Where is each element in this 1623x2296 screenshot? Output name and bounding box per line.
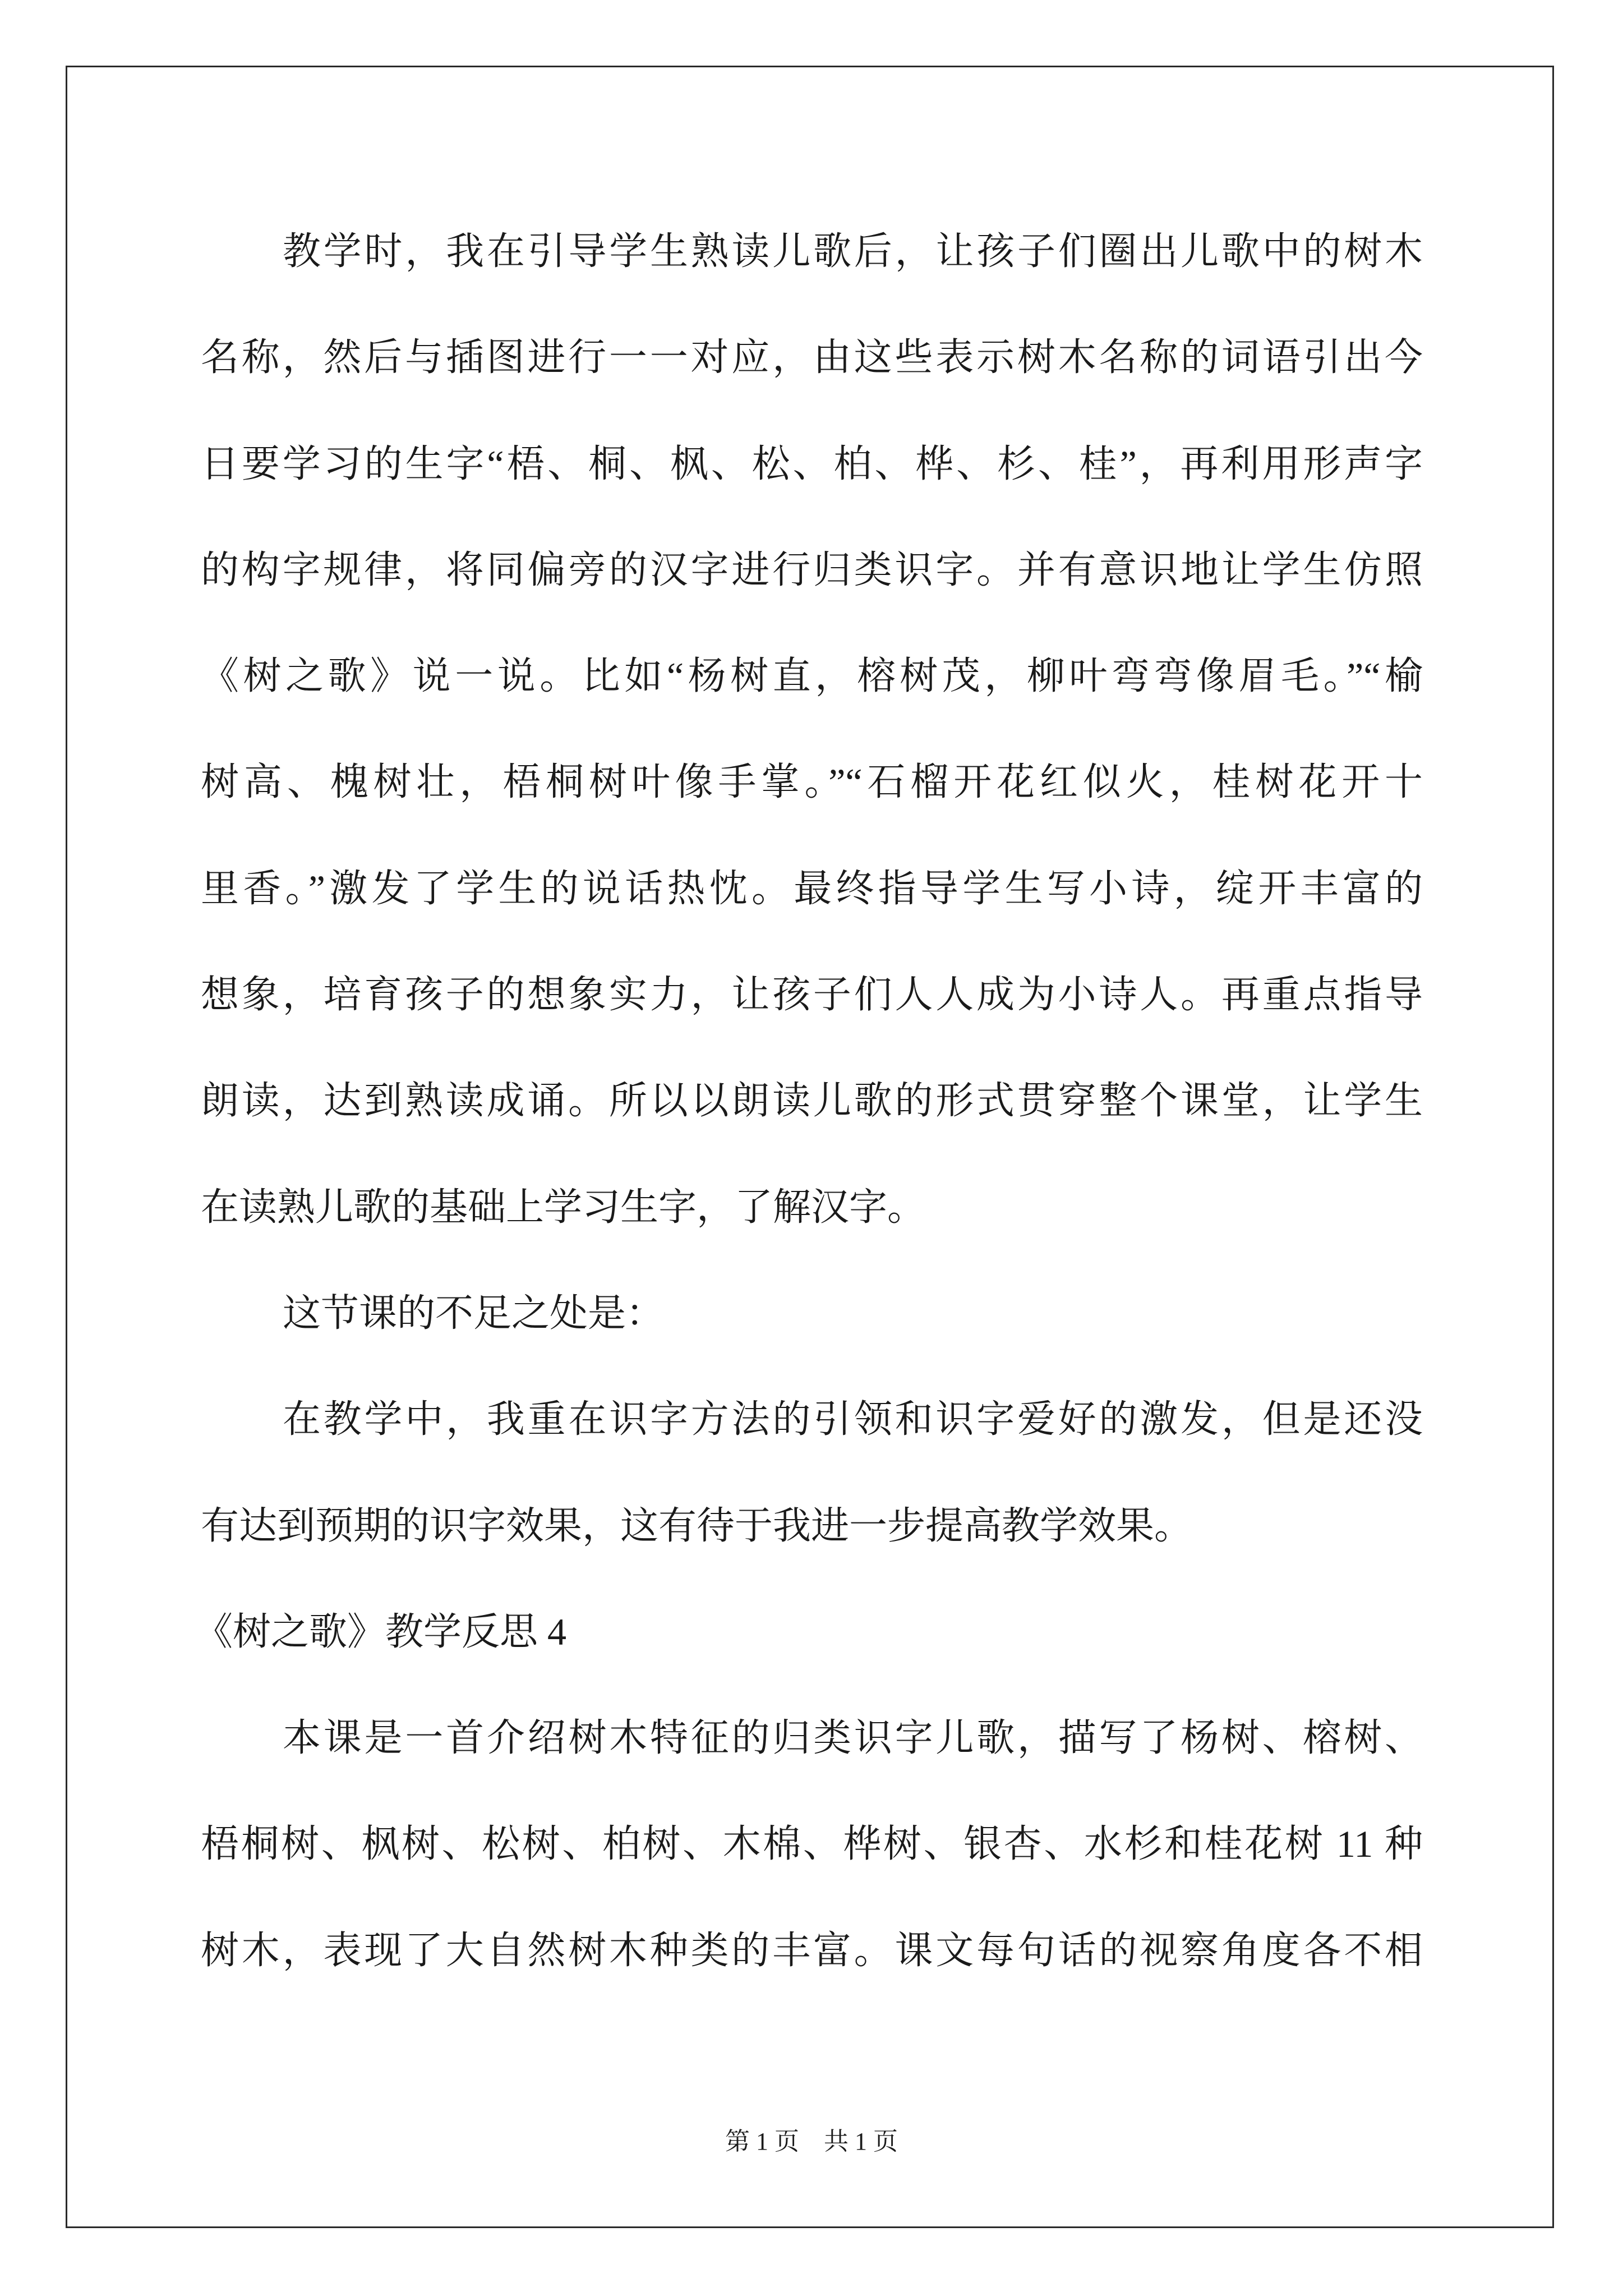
paragraph-2 (201, 1260, 1423, 1366)
paragraph-line: 想象，培育孩子的想象实力，让孩子们人人成为小诗人。再重点指导 (201, 973, 1423, 1016)
paragraph-3 (201, 1366, 1423, 1579)
paragraph-line: 这节课的不足之处是： (283, 1291, 665, 1335)
paragraph-line: 在读熟儿歌的基础上学习生字，了解汉字。 (201, 1185, 926, 1228)
paragraph-line: 日要学习的生字“梧、桐、枫、松、柏、桦、杉、桂”，再利用形声字 (201, 442, 1423, 485)
paragraph-1 (201, 199, 1423, 1260)
paragraph-line: 的构字规律，将同偏旁的汉字进行归类识字。并有意识地让学生仿照 (201, 548, 1423, 591)
paragraph-line: 《树之歌》说一说。比如“杨树直，榕树茂，柳叶弯弯像眉毛。”“榆 (201, 655, 1423, 698)
page-number-footer: 第 1 页 共 1 页 (725, 2128, 898, 2155)
paragraph-line: 树高、槐树壮，梧桐树叶像手掌。”“石榴开花红似火，桂树花开十 (201, 761, 1423, 804)
paragraph-line: 树木，表现了大自然树木种类的丰富。课文每句话的视察角度各不相 (201, 1929, 1423, 1972)
paragraph-line: 梧桐树、枫树、松树、柏树、木棉、桦树、银杏、水杉和桂花树 11 种 (201, 1823, 1423, 1866)
section-heading: 《树之歌》教学反思 4 (195, 1610, 567, 1653)
paragraph-line: 名称，然后与插图进行一一对应，由这些表示树木名称的词语引出今 (201, 336, 1423, 379)
paragraph-line: 教学时，我在引导学生熟读儿歌后，让孩子们圈出儿歌中的树木 (283, 230, 1423, 273)
paragraph-line: 有达到预期的识字效果，这有待于我进一步提高教学效果。 (201, 1504, 1193, 1547)
document-body (195, 199, 1423, 2004)
paragraph-line: 在教学中，我重在识字方法的引领和识字爱好的激发，但是还没 (283, 1398, 1423, 1441)
paragraph-line: 本课是一首介绍树木特征的归类识字儿歌，描写了杨树、榕树、 (283, 1717, 1423, 1760)
paragraph-4 (201, 1685, 1423, 2004)
paragraph-line: 朗读，达到熟读成诵。所以以朗读儿歌的形式贯穿整个课堂，让学生 (201, 1079, 1423, 1122)
paragraph-line: 里香。”激发了学生的说话热忱。最终指导学生写小诗，绽开丰富的 (201, 867, 1423, 910)
